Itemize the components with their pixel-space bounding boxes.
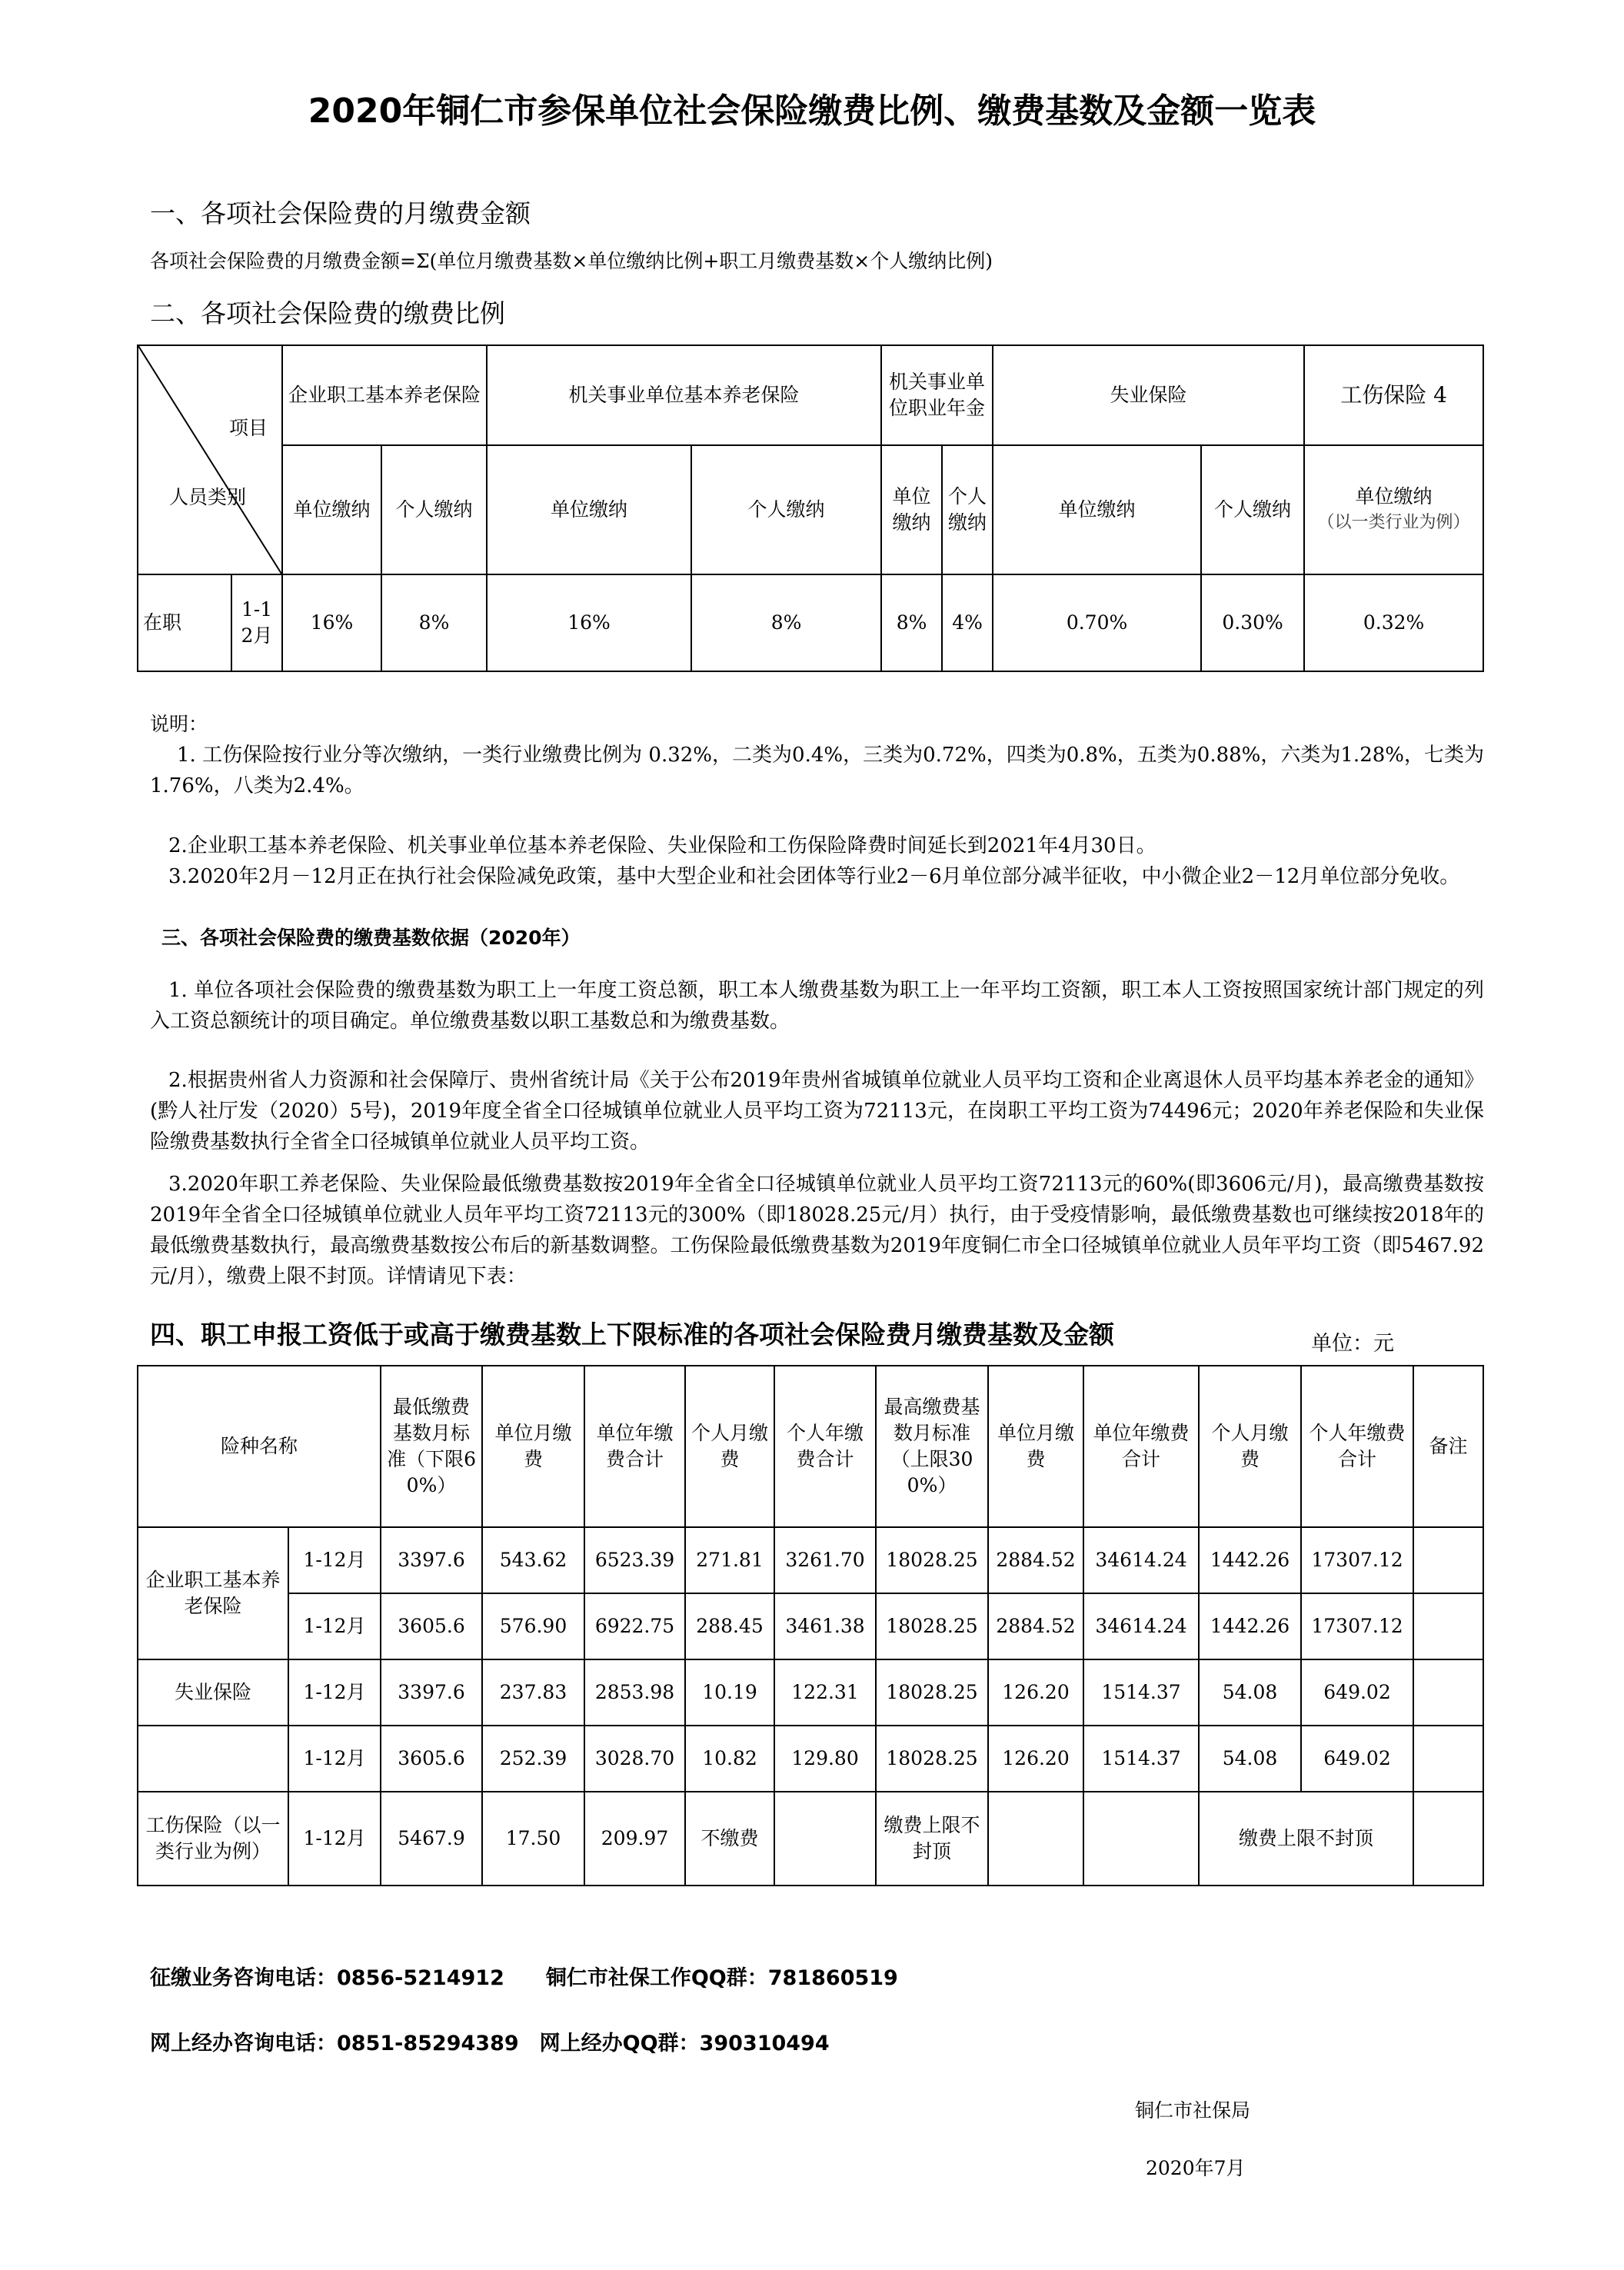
sub-person: 个人缴纳 [691, 445, 881, 574]
rate-cell: 0.32% [1304, 574, 1483, 671]
table-cell: 288.45 [685, 1593, 774, 1659]
header-insurance-name: 险种名称 [138, 1366, 381, 1527]
header-max-base: 最高缴费基数月标准（上限300%） [876, 1366, 988, 1527]
table-cell: 1442.26 [1199, 1593, 1301, 1659]
table-cell: 649.02 [1301, 1726, 1413, 1792]
signature-date: 2020年7月 [1146, 2157, 1246, 2179]
table-cell [1413, 1527, 1483, 1593]
sub-person: 个人缴纳 [381, 445, 487, 574]
group-occupational-annuity: 机关事业单位职业年金 [881, 345, 993, 445]
table-cell: 18028.25 [876, 1593, 988, 1659]
table-cell: 6523.39 [584, 1527, 685, 1593]
header-unit-month: 单位月缴费 [482, 1366, 584, 1527]
row-name-work-injury: 工伤保险（以一类行业为例） [138, 1792, 288, 1886]
signature-org: 铜仁市社保局 [1135, 2099, 1251, 2122]
rate-cell: 16% [282, 574, 381, 671]
group-public-pension: 机关事业单位基本养老保险 [487, 345, 881, 445]
table-cell: 3397.6 [381, 1659, 482, 1726]
table-cell-empty [774, 1792, 876, 1886]
sub-injury-note: （以一类行业为例） [1317, 513, 1470, 532]
section1-heading: 一、各项社会保险费的月缴费金额 [150, 198, 531, 228]
table-cell: 54.08 [1199, 1726, 1301, 1792]
table-cell-empty [1413, 1792, 1483, 1886]
table-cell: 34614.24 [1083, 1593, 1199, 1659]
header-unit-year: 单位年缴费合计 [1083, 1366, 1199, 1527]
header-min-base: 最低缴费基数月标准（下限60%） [381, 1366, 482, 1527]
table-cell: 209.97 [584, 1792, 685, 1886]
table-cell-empty [988, 1792, 1083, 1886]
contact-line-2: 网上经办咨询电话：0851-85294389 网上经办QQ群：390310494 [150, 2032, 830, 2055]
basis-paragraph-2: 2.根据贵州省人力资源和社会保障厅、贵州省统计局《关于公布2019年贵州省城镇单位就业人员平均工资和企业离退休人员平均基本养老金的通知》(黔人社厅发（2020）5号)，2019年度全省全口径城镇单位就业人员平均工资为72113元，在岗职工平均工资为74496元；2020年养老保险和失业保险缴费基数执行全省全口径城镇单位就业人员平均工资。 [150, 1069, 1484, 1153]
table-cell [1413, 1659, 1483, 1726]
table-cell: 54.08 [1199, 1659, 1301, 1726]
corner-person-label: 人员类别 [169, 486, 247, 508]
table-cell: 271.81 [685, 1527, 774, 1593]
table-cell: 缴费上限不封顶 [876, 1792, 988, 1886]
table-cell: 543.62 [482, 1527, 584, 1593]
header-remarks: 备注 [1413, 1366, 1483, 1527]
table-cell: 17307.12 [1301, 1527, 1413, 1593]
table-cell: 3605.6 [381, 1726, 482, 1792]
table-cell: 3028.70 [584, 1726, 685, 1792]
page-title: 2020年铜仁市参保单位社会保险缴费比例、缴费基数及金额一览表 [308, 92, 1316, 131]
table-cell: 1514.37 [1083, 1726, 1199, 1792]
table-cell: 不缴费 [685, 1792, 774, 1886]
sub-person-vertical: 个人缴纳 [942, 445, 993, 574]
corner-cell [138, 345, 282, 574]
section3-heading: 三、各项社会保险费的缴费基数依据（2020年） [161, 927, 581, 949]
rates-table [137, 344, 1484, 672]
header-person-year: 个人年缴费合计 [1301, 1366, 1413, 1527]
row-period: 1-12月 [288, 1527, 381, 1593]
rate-cell: 8% [691, 574, 881, 671]
table-cell [1413, 1593, 1483, 1659]
contribution-table [137, 1365, 1484, 1886]
table-cell: 10.82 [685, 1726, 774, 1792]
table-cell [1413, 1726, 1483, 1792]
header-unit-year: 单位年缴费合计 [584, 1366, 685, 1527]
contact-line-1: 征缴业务咨询电话：0856-5214912 铜仁市社保工作QQ群：781860519 [150, 1966, 898, 1990]
table-cell: 17.50 [482, 1792, 584, 1886]
table-cell: 2884.52 [988, 1527, 1083, 1593]
row-type: 在职 [138, 574, 231, 671]
table-cell: 17307.12 [1301, 1593, 1413, 1659]
table-cell: 18028.25 [876, 1659, 988, 1726]
table-cell: 1442.26 [1199, 1527, 1301, 1593]
section4-heading: 四、职工申报工资低于或高于缴费基数上下限标准的各项社会保险费月缴费基数及金额 [150, 1320, 1114, 1350]
section2-heading: 二、各项社会保险费的缴费比例 [150, 298, 505, 328]
rate-cell: 0.30% [1201, 574, 1304, 671]
note-1: 1. 工伤保险按行业分等次缴纳，一类行业缴费比例为 0.32%，二类为0.4%，三类为0.72%，四类为0.8%，五类为0.88%，六类为1.28%，七类为1.76%，八类为2.4%。 [150, 744, 1484, 797]
row-period: 1-12月 [231, 574, 282, 671]
sub-person: 个人缴纳 [1201, 445, 1304, 574]
basis-paragraph-1: 1. 单位各项社会保险费的缴费基数为职工上一年度工资总额，职工本人缴费基数为职工上一年平均工资额，职工本人工资按照国家统计部门规定的列入工资总额统计的项目确定。单位缴费基数以职工基数总和为缴费基数。 [150, 979, 1484, 1033]
rate-cell: 16% [487, 574, 691, 671]
table-cell: 649.02 [1301, 1659, 1413, 1726]
table-cell: 1514.37 [1083, 1659, 1199, 1726]
table-cell: 2853.98 [584, 1659, 685, 1726]
table-cell: 576.90 [482, 1593, 584, 1659]
group-work-injury: 工伤保险 4 [1304, 345, 1483, 445]
group-unemployment: 失业保险 [993, 345, 1304, 445]
corner-item-label: 项目 [228, 417, 268, 439]
table-cell: 3461.38 [774, 1593, 876, 1659]
row-name-empty [138, 1726, 288, 1792]
sub-injury-unit [1304, 445, 1483, 574]
rate-cell: 8% [881, 574, 942, 671]
basis-paragraph-3: 3.2020年职工养老保险、失业保险最低缴费基数按2019年全省全口径城镇单位就业人员平均工资72113元的60%(即3606元/月)，最高缴费基数按2019年全省全口径城镇单位就业人员年平均工资72113元的300%（即18028.25元/月）执行，由于受疫情影响，最低缴费基数也可继续按2018年的最低缴费基数执行，最高缴费基数按公布后的新基数调整。工伤保险最低缴费基数为2019年度铜仁市全口径城镇单位就业人员年平均工资（即5467.92元/月），缴费上限不封顶。详情请见下表： [150, 1173, 1484, 1288]
sub-injury-unit-label: 单位缴纳 [1355, 485, 1433, 508]
header-person-year: 个人年缴费合计 [774, 1366, 876, 1527]
table-cell: 18028.25 [876, 1527, 988, 1593]
header-person-month: 个人月缴费 [1199, 1366, 1301, 1527]
table-cell: 126.20 [988, 1726, 1083, 1792]
table-cell: 18028.25 [876, 1726, 988, 1792]
header-unit-month: 单位月缴费 [988, 1366, 1083, 1527]
rate-cell: 4% [942, 574, 993, 671]
table-cell: 129.80 [774, 1726, 876, 1792]
formula-text: 各项社会保险费的月缴费金额=Σ(单位月缴费基数×单位缴纳比例+职工月缴费基数×个人缴纳比例) [150, 250, 993, 272]
note-2: 2.企业职工基本养老保险、机关事业单位基本养老保险、失业保险和工伤保险降费时间延长到2021年4月30日。 [168, 834, 1156, 857]
table-cell: 缴费上限不封顶 [1199, 1792, 1413, 1886]
group-enterprise-pension: 企业职工基本养老保险 [282, 345, 487, 445]
table-cell: 252.39 [482, 1726, 584, 1792]
row-period: 1-12月 [288, 1593, 381, 1659]
rate-cell: 8% [381, 574, 487, 671]
diagonal-line [138, 346, 281, 574]
table-cell: 3605.6 [381, 1593, 482, 1659]
table-cell: 2884.52 [988, 1593, 1083, 1659]
rate-cell: 0.70% [993, 574, 1201, 671]
row-period: 1-12月 [288, 1792, 381, 1886]
table-cell: 6922.75 [584, 1593, 685, 1659]
table-cell-empty [1083, 1792, 1199, 1886]
notes-label: 说明： [150, 713, 208, 735]
header-person-month: 个人月缴费 [685, 1366, 774, 1527]
sub-unit: 单位缴纳 [993, 445, 1201, 574]
sub-unit: 单位缴纳 [487, 445, 691, 574]
unit-label: 单位：元 [1311, 1332, 1394, 1356]
row-period: 1-12月 [288, 1659, 381, 1726]
table-cell: 34614.24 [1083, 1527, 1199, 1593]
table-cell: 237.83 [482, 1659, 584, 1726]
sub-unit: 单位缴纳 [282, 445, 381, 574]
note-3: 3.2020年2月－12月正在执行社会保险减免政策，基中大型企业和社会团体等行业2－6月单位部分减半征收，中小微企业2－12月单位部分免收。 [168, 865, 1460, 888]
sub-unit-vertical: 单位缴纳 [881, 445, 942, 574]
table-cell: 5467.9 [381, 1792, 482, 1886]
table-cell: 3397.6 [381, 1527, 482, 1593]
row-period: 1-12月 [288, 1726, 381, 1792]
table-cell: 122.31 [774, 1659, 876, 1726]
table-cell: 126.20 [988, 1659, 1083, 1726]
row-name-enterprise-pension: 企业职工基本养老保险 [138, 1527, 288, 1659]
table-cell: 10.19 [685, 1659, 774, 1726]
table-cell: 3261.70 [774, 1527, 876, 1593]
row-name-unemployment: 失业保险 [138, 1659, 288, 1726]
